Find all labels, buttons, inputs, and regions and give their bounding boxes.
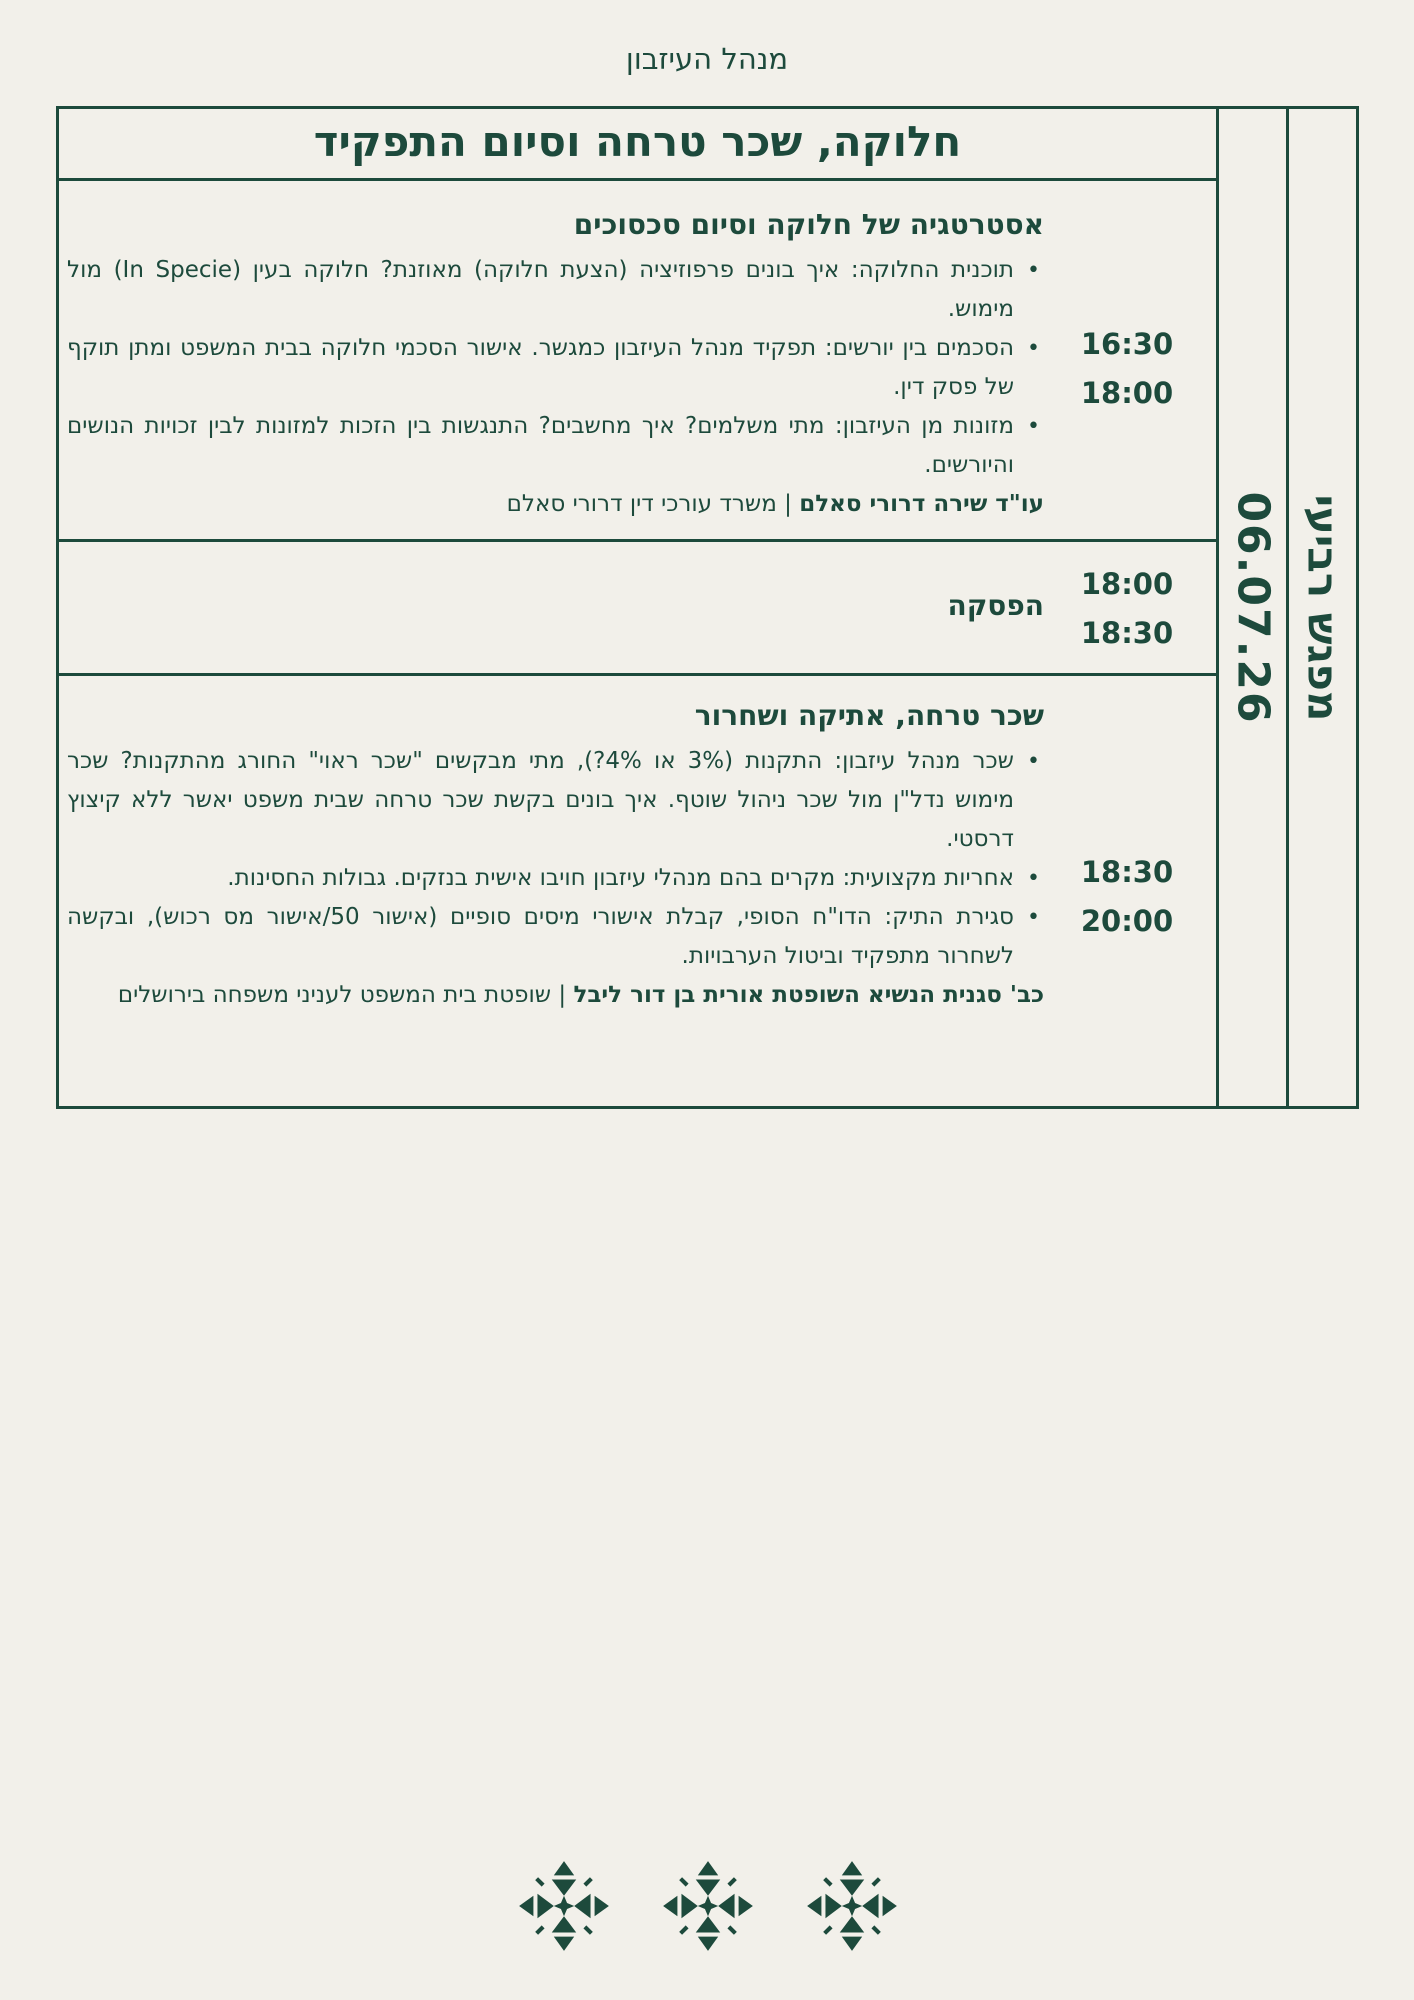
row-content [67,586,1044,625]
list-item: • מזונות מן העיזבון: מתי משלמים? איך מחשבים? התנגשות בין הזכות למזונות לבין זכויות הנושים והיורשים. [67,407,1014,485]
header-title: מנהל העיזבון [625,42,789,76]
star-ornament-icon [801,1855,903,1957]
time-range [1062,560,1192,658]
list-item: • אחריות מקצועית: מקרים בהם מנהלי עיזבון חויבו אישית בנזקים. גבולות החסינות. [67,859,1014,898]
row-content [67,694,1044,1015]
main-title: חלוקה, שכר טרחה וסיום התפקיד [313,117,962,166]
main-column [59,109,1216,1106]
section-title: שכר טרחה, אתיקה ושחרור [694,699,1044,732]
date-column [1216,109,1286,1106]
time-end: 18:00 [1080,376,1174,410]
section-title: אסטרטגיה של חלוקה וסיום סכסוכים [573,208,1044,241]
schedule-row-1 [59,181,1216,542]
session-column [1286,109,1356,1106]
speaker-name: כב' סגנית הנשיא השופטת אורית בן דור ליבל [573,982,1044,1008]
speaker-role: | משרד עורכי דין דרורי סאלם [506,491,800,517]
speaker [67,976,1044,1015]
schedule-table [56,106,1359,1109]
list-item: • שכר מנהל עיזבון: התקנות (3% או 4%?), מתי מבקשים "שכר ראוי" החורג מהתקנות? שכר מימוש נדל"ן מול שכר ניהול שוטף. איך בונים בקשת שכר טרחה שבית משפט יאשר ללא קיצוץ דרסטי. [67,742,1014,859]
speaker-name: עו"ד שירה דרורי סאלם [799,491,1044,517]
time-end: 20:00 [1080,904,1174,938]
session-label: מפגש רביעי [1298,494,1347,721]
time-start: 18:00 [1080,567,1174,601]
speaker [67,485,1044,524]
star-ornament-icon [657,1855,759,1957]
list-item: • תוכנית החלוקה: איך בונים פרפוזיציה (הצעת חלוקה) מאוזנת? חלוקה בעין (In Specie) מול מימוש. [67,251,1014,329]
time-range [1062,320,1192,418]
speaker-role: | שופטת בית המשפט לעניני משפחה בירושלים [117,982,574,1008]
bullet-list [67,742,1044,976]
session-date: 06.07.26 [1227,490,1278,725]
title-row [59,109,1216,181]
star-ornament-icon [513,1855,615,1957]
break-title: הפסקה [947,589,1044,622]
time-start: 16:30 [1080,327,1174,361]
ornament-row [513,1855,903,1959]
row-content [67,203,1044,524]
list-item: • הסכמים בין יורשים: תפקיד מנהל העיזבון כמגשר. אישור הסכמי חלוקה בבית המשפט ומתן תוקף של פסק דין. [67,329,1014,407]
list-item: • סגירת התיק: הדו"ח הסופי, קבלת אישורי מיסים סופיים (אישור 50/אישור מס רכוש), ובקשה לשחרור מתפקיד וביטול הערבויות. [67,898,1014,976]
time-end: 18:30 [1080,616,1174,650]
bullet-list [67,251,1044,485]
schedule-row-3 [59,676,1216,1106]
schedule-row-2 [59,542,1216,676]
time-start: 18:30 [1080,855,1174,889]
time-range [1062,848,1192,946]
